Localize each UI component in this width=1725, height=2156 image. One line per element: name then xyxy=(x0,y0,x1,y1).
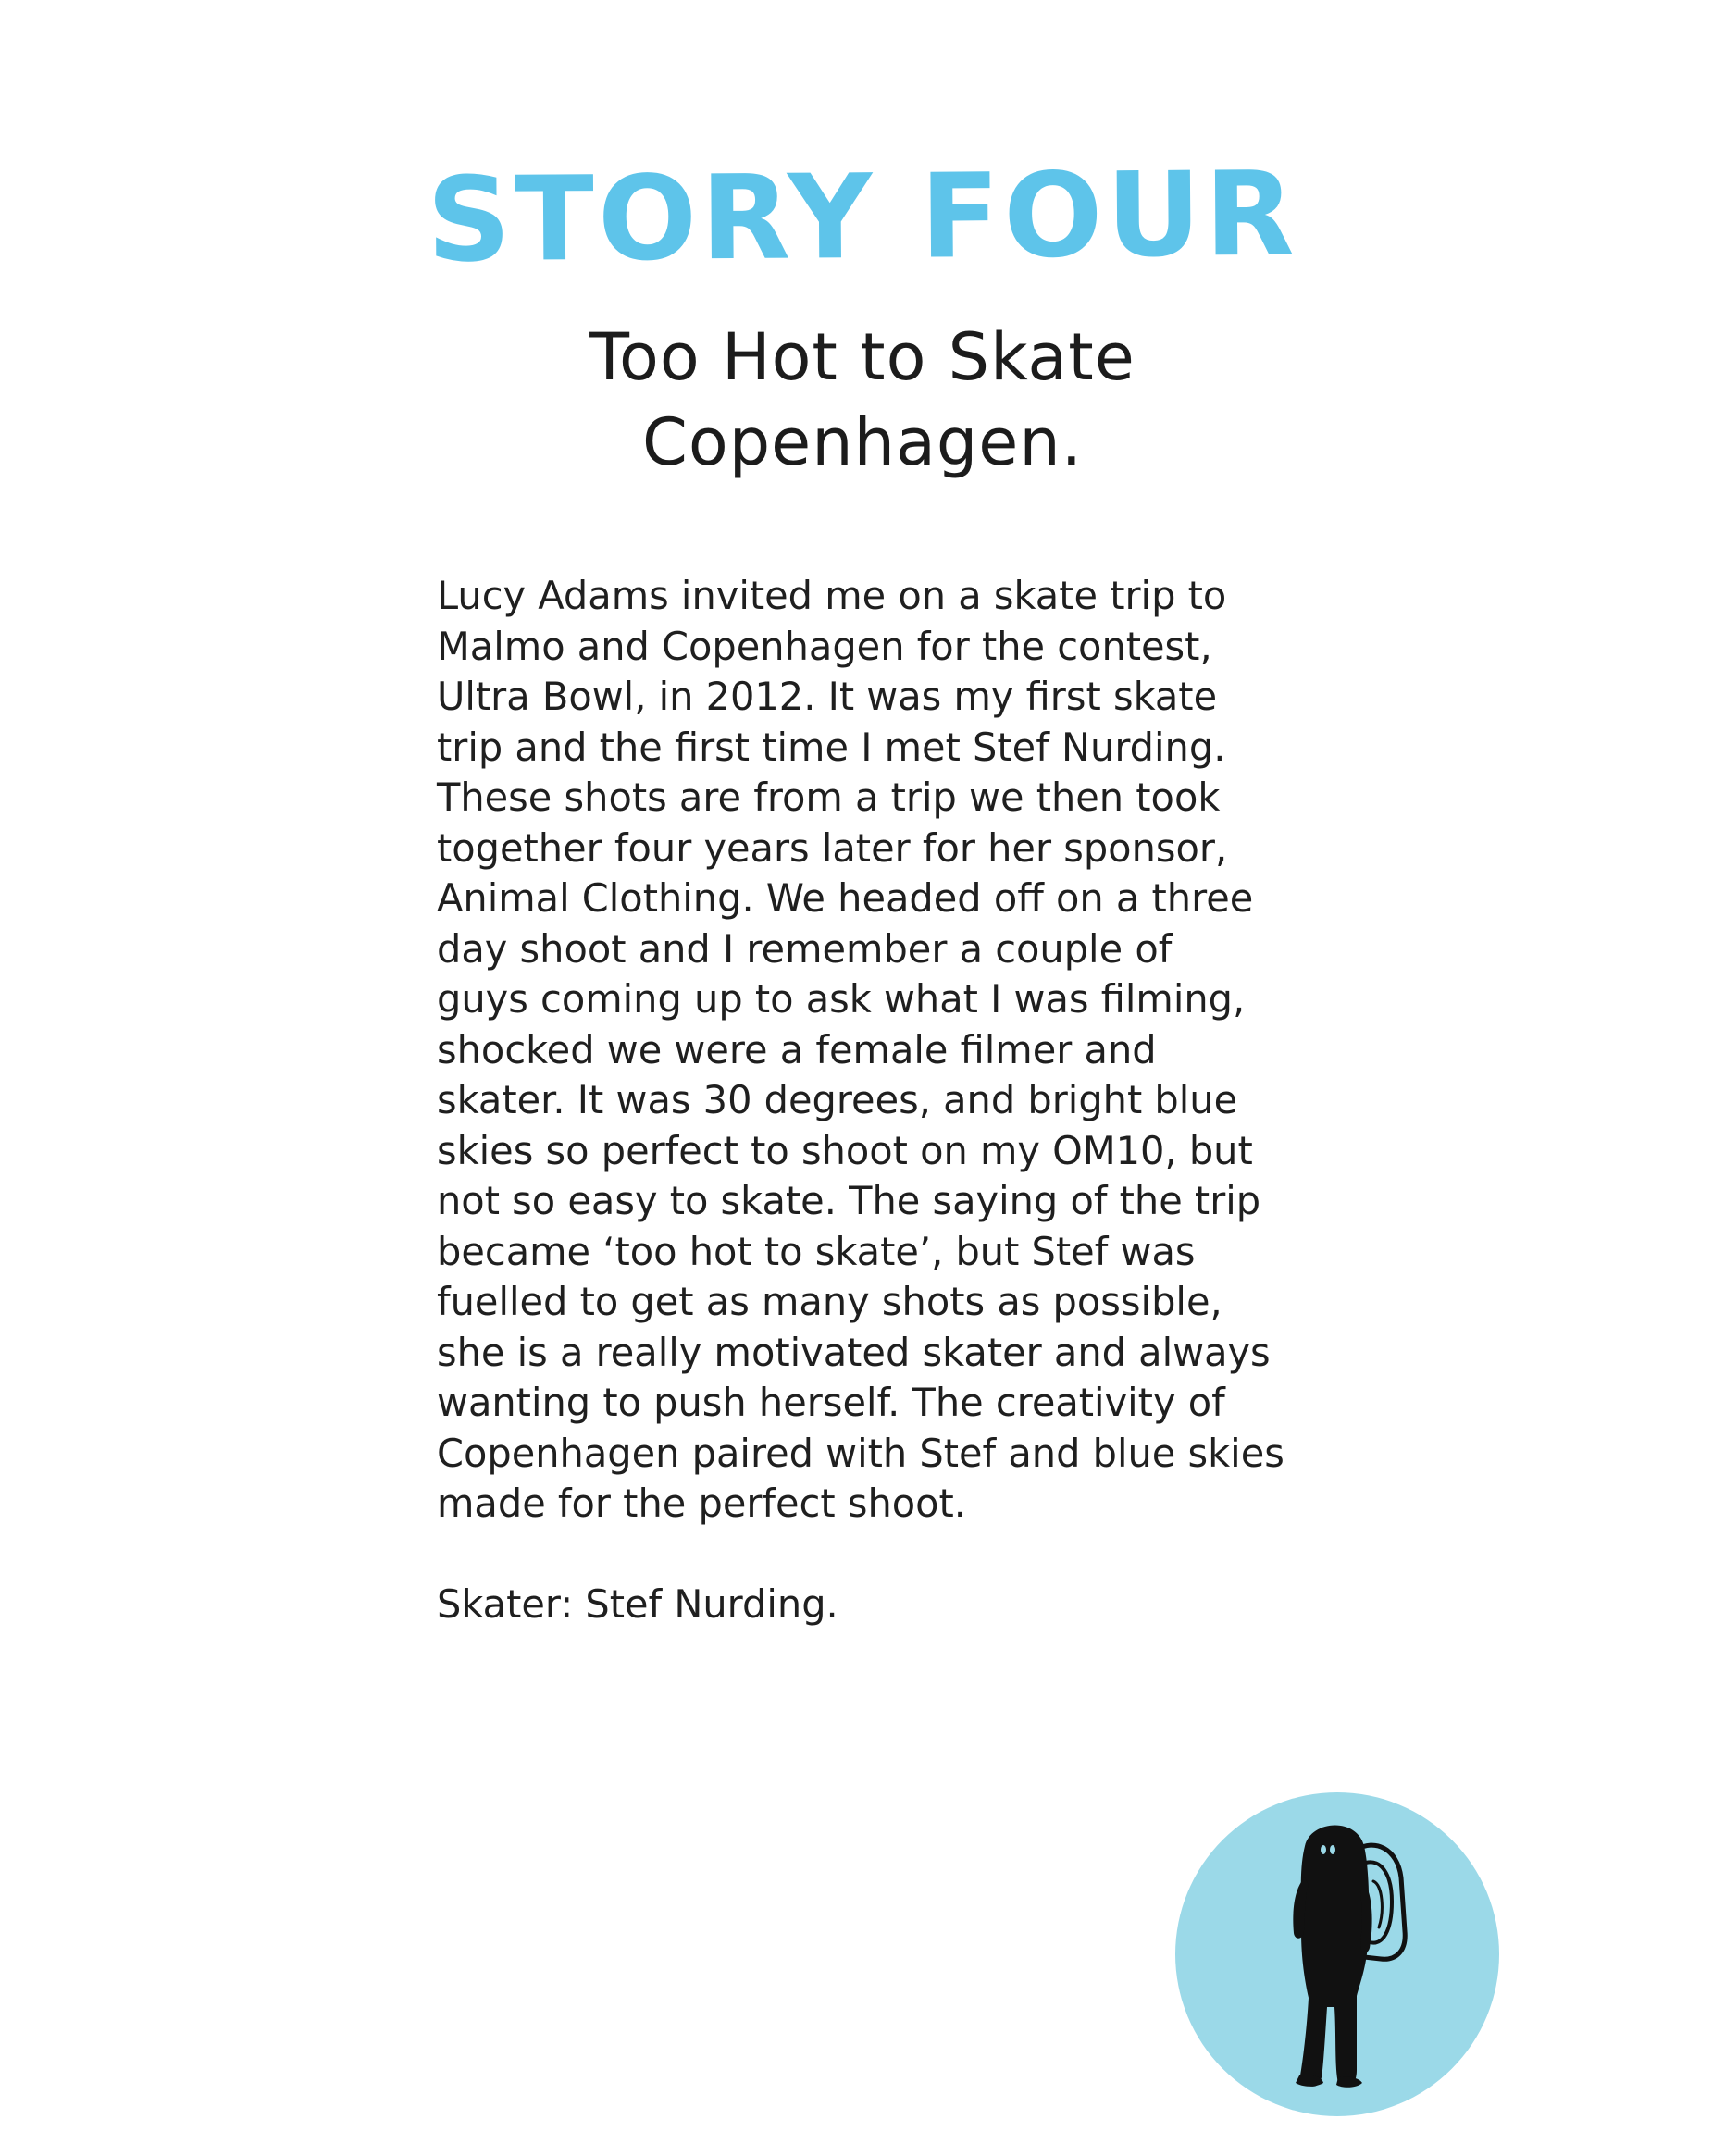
body-line: skies so perfect to shoot on my OM10, but xyxy=(437,1127,1253,1173)
skater-credit: Skater: Stef Nurding. xyxy=(437,1581,838,1627)
body-line: Lucy Adams invited me on a skate trip to xyxy=(437,573,1227,618)
body-line: These shots are from a trip we then took xyxy=(437,774,1221,820)
body-line: Malmo and Copenhagen for the contest, xyxy=(437,623,1212,669)
body-line: Copenhagen paired with Stef and blue skies xyxy=(437,1430,1284,1476)
story-title xyxy=(0,315,1725,485)
story-body xyxy=(437,571,1325,1530)
body-line: fuelled to get as many shots as possible, xyxy=(437,1279,1222,1324)
title-line-2: Copenhagen. xyxy=(642,404,1083,480)
figure-with-backpack-icon xyxy=(1175,1792,1499,2116)
body-line: skater. It was 30 degrees, and bright blue xyxy=(437,1077,1238,1122)
title-line-1: Too Hot to Skate xyxy=(589,319,1136,395)
body-line: became ‘too hot to skate’, but Stef was xyxy=(437,1228,1196,1274)
body-line: she is a really motivated skater and always xyxy=(437,1329,1271,1375)
body-line: guys coming up to ask what I was filming, xyxy=(437,976,1246,1022)
body-line: Ultra Bowl, in 2012. It was my first skate xyxy=(437,674,1218,719)
body-line: Animal Clothing. We headed off on a three xyxy=(437,875,1254,921)
illustration-badge xyxy=(1175,1792,1499,2116)
story-label: STORY FOUR xyxy=(426,145,1299,289)
body-line: day shoot and I remember a couple of xyxy=(437,925,1173,972)
body-line: not so easy to skate. The saying of the trip xyxy=(437,1178,1261,1223)
body-line: wanting to push herself. The creativity of xyxy=(437,1380,1225,1425)
body-line: together four years later for her sponsor, xyxy=(437,824,1228,871)
body-line: made for the perfect shoot. xyxy=(437,1481,967,1526)
body-line: shocked we were a female filmer and xyxy=(437,1026,1157,1072)
body-line: trip and the first time I met Stef Nurding. xyxy=(437,724,1226,770)
